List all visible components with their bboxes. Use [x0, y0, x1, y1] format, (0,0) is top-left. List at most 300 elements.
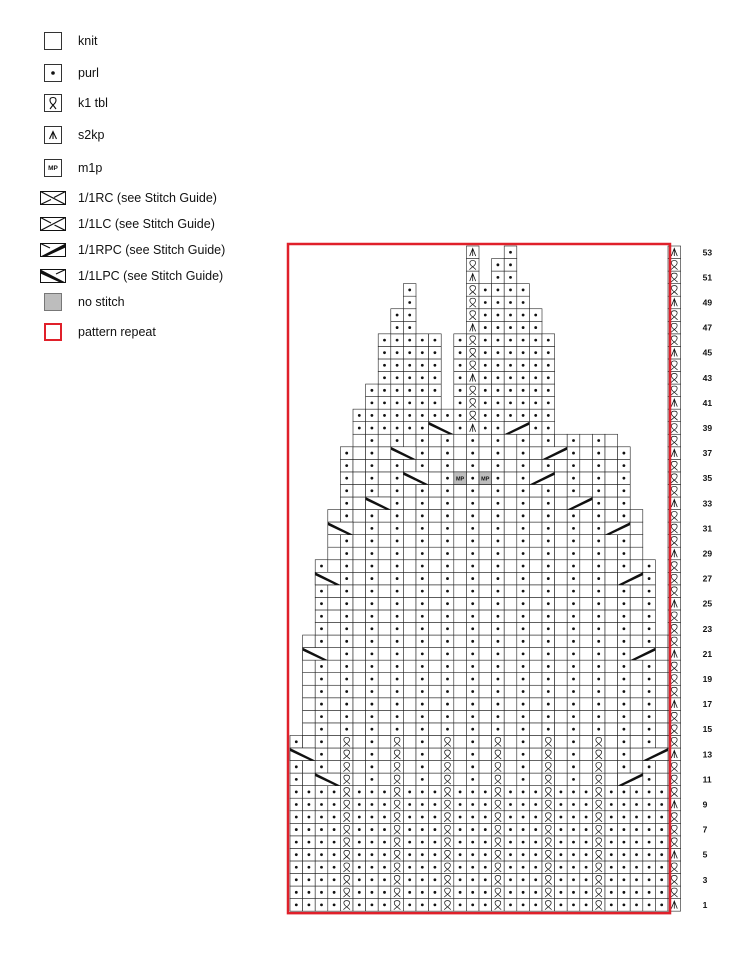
- chart-cell: [580, 673, 593, 686]
- purl-symbol: [371, 740, 374, 743]
- purl-symbol: [635, 903, 638, 906]
- chart-cell: [454, 660, 467, 673]
- chart-cell: [353, 761, 366, 774]
- purl-symbol: [459, 891, 462, 894]
- purl-symbol: [522, 866, 525, 869]
- purl-symbol: [471, 602, 474, 605]
- purl-symbol: [585, 816, 588, 819]
- purl-symbol: [421, 652, 424, 655]
- pattern-repeat-symbol-icon: [44, 323, 62, 341]
- chart-cell: [555, 597, 568, 610]
- purl-symbol: [396, 364, 399, 367]
- purl-symbol: [471, 590, 474, 593]
- row-number-label: 35: [702, 473, 713, 484]
- purl-symbol: [408, 414, 411, 417]
- purl-symbol: [522, 703, 525, 706]
- purl-symbol: [547, 351, 550, 354]
- purl-symbol: [371, 878, 374, 881]
- purl-symbol: [371, 565, 374, 568]
- chart-cell: [529, 547, 542, 560]
- purl-symbol: [547, 565, 550, 568]
- purl-symbol: [308, 803, 311, 806]
- legend-m1p: [40, 157, 102, 179]
- chart-cell: [529, 434, 542, 447]
- chart-cell: [403, 710, 416, 723]
- purl-symbol: [497, 627, 500, 630]
- purl-symbol: [497, 326, 500, 329]
- purl-symbol: [635, 841, 638, 844]
- purl-symbol: [597, 464, 600, 467]
- purl-symbol: [320, 627, 323, 630]
- purl-symbol: [610, 841, 613, 844]
- purl-symbol: [396, 715, 399, 718]
- row-number-label: 37: [702, 448, 713, 459]
- purl-symbol: [320, 828, 323, 831]
- purl-symbol: [522, 552, 525, 555]
- purl-symbol: [572, 841, 575, 844]
- purl-symbol: [484, 841, 487, 844]
- purl-symbol: [610, 903, 613, 906]
- purl-symbol: [446, 665, 449, 668]
- purl-symbol: [421, 665, 424, 668]
- purl-symbol: [509, 389, 512, 392]
- purl-symbol: [484, 351, 487, 354]
- chart-cell: [504, 748, 517, 761]
- chart-cell: [580, 648, 593, 661]
- purl-symbol: [446, 615, 449, 618]
- chart-cell: [454, 673, 467, 686]
- purl-symbol: [522, 841, 525, 844]
- legend-pattern-repeat: [40, 321, 156, 343]
- purl-symbol: [547, 627, 550, 630]
- purl-symbol: [408, 376, 411, 379]
- purl-symbol: [623, 678, 626, 681]
- chart-cell: [655, 635, 668, 648]
- chart-cell: [479, 723, 492, 736]
- purl-symbol: [320, 715, 323, 718]
- chart-cell: [630, 623, 643, 636]
- purl-symbol: [572, 891, 575, 894]
- chart-cell: [605, 773, 618, 786]
- purl-symbol: [497, 301, 500, 304]
- chart-cell: [479, 648, 492, 661]
- purl-symbol: [597, 715, 600, 718]
- purl-symbol: [383, 339, 386, 342]
- purl-symbol: [585, 866, 588, 869]
- purl-symbol: [295, 740, 298, 743]
- purl-symbol: [333, 891, 336, 894]
- chart-cell: [479, 560, 492, 573]
- purl-symbol: [572, 477, 575, 480]
- purl-symbol: [471, 540, 474, 543]
- purl-symbol: [295, 816, 298, 819]
- chart-cell: [429, 723, 442, 736]
- purl-symbol: [408, 364, 411, 367]
- purl-symbol: [421, 803, 424, 806]
- purl-symbol: [572, 452, 575, 455]
- purl-symbol: [484, 326, 487, 329]
- row-number-label: 9: [702, 799, 708, 810]
- purl-symbol: [560, 891, 563, 894]
- purl-symbol: [509, 314, 512, 317]
- purl-symbol: [471, 778, 474, 781]
- chart-cell: [479, 748, 492, 761]
- chart-cell: [605, 497, 618, 510]
- purl-symbol: [371, 753, 374, 756]
- chart-cell: [529, 560, 542, 573]
- chart-cell: [403, 698, 416, 711]
- chart-cell: [504, 673, 517, 686]
- purl-symbol: [648, 816, 651, 819]
- chart-cell: [504, 572, 517, 585]
- purl-symbol: [320, 765, 323, 768]
- chart-cell: [429, 484, 442, 497]
- purl-symbol: [497, 263, 500, 266]
- purl-symbol: [572, 590, 575, 593]
- purl-symbol: [333, 841, 336, 844]
- purl-symbol: [396, 439, 399, 442]
- chart-cell: [479, 434, 492, 447]
- purl-symbol: [471, 866, 474, 869]
- purl-symbol: [308, 791, 311, 794]
- chart-cell: [555, 572, 568, 585]
- chart-cell: [378, 484, 391, 497]
- purl-symbol: [320, 615, 323, 618]
- chart-cell: [605, 748, 618, 761]
- chart-cell: [605, 648, 618, 661]
- chart-cell: [403, 572, 416, 585]
- purl-symbol: [446, 703, 449, 706]
- chart-cell: [504, 447, 517, 460]
- purl-symbol: [295, 828, 298, 831]
- purl-symbol: [371, 728, 374, 731]
- chart-cell: [555, 434, 568, 447]
- chart-cell: [378, 585, 391, 598]
- chart-cell: [303, 660, 316, 673]
- purl-symbol: [408, 828, 411, 831]
- purl-symbol: [371, 678, 374, 681]
- purl-symbol: [534, 339, 537, 342]
- chart-cell: [429, 547, 442, 560]
- purl-symbol: [635, 891, 638, 894]
- purl-symbol: [471, 439, 474, 442]
- purl-symbol: [522, 652, 525, 655]
- purl-symbol: [547, 414, 550, 417]
- purl-symbol: [408, 891, 411, 894]
- purl-symbol: [408, 301, 411, 304]
- purl-symbol: [610, 816, 613, 819]
- purl-symbol: [522, 326, 525, 329]
- chart-cell: [454, 623, 467, 636]
- purl-symbol: [471, 715, 474, 718]
- chart-cell: [303, 673, 316, 686]
- purl-symbol: [396, 565, 399, 568]
- purl-symbol: [396, 314, 399, 317]
- purl-symbol: [371, 816, 374, 819]
- purl-symbol: [434, 816, 437, 819]
- row-number-label: 21: [702, 648, 713, 659]
- purl-symbol: [434, 414, 437, 417]
- purl-symbol: [509, 339, 512, 342]
- purl-symbol: [509, 351, 512, 354]
- chart-cell: [605, 535, 618, 548]
- chart-cell: [429, 735, 442, 748]
- purl-symbol: [434, 803, 437, 806]
- purl-symbol: [572, 853, 575, 856]
- purl-symbol: [623, 452, 626, 455]
- purl-symbol: [345, 690, 348, 693]
- m1p-symbol: MP: [455, 476, 465, 483]
- chart-cell: [378, 447, 391, 460]
- purl-symbol: [421, 903, 424, 906]
- purl-symbol: [547, 389, 550, 392]
- chart-cell: [353, 673, 366, 686]
- purl-symbol: [446, 540, 449, 543]
- legend-knit: [40, 30, 97, 52]
- chart-cell: [328, 585, 341, 598]
- purl-symbol: [648, 590, 651, 593]
- purl-symbol: [585, 903, 588, 906]
- purl-symbol: [509, 891, 512, 894]
- chart-cell: [504, 472, 517, 485]
- purl-symbol: [635, 866, 638, 869]
- purl-symbol: [446, 577, 449, 580]
- legend-label: purl: [78, 66, 99, 80]
- chart-cell: [580, 547, 593, 560]
- chart-cell: [630, 761, 643, 774]
- chart-cell: [504, 698, 517, 711]
- chart-cell: [328, 635, 341, 648]
- purl-symbol: [534, 903, 537, 906]
- purl-symbol: [572, 652, 575, 655]
- chart-cell: [504, 685, 517, 698]
- purl-symbol: [572, 903, 575, 906]
- purl-symbol: [497, 640, 500, 643]
- chart-cell: [328, 723, 341, 736]
- purl-symbol: [371, 527, 374, 530]
- chart-cell: [328, 660, 341, 673]
- legend-label: 1/1RPC (see Stitch Guide): [78, 243, 226, 257]
- purl-symbol: [484, 816, 487, 819]
- purl-symbol: [635, 828, 638, 831]
- purl-symbol: [396, 728, 399, 731]
- purl-symbol: [421, 514, 424, 517]
- chart-cell: [655, 710, 668, 723]
- purl-symbol: [471, 502, 474, 505]
- purl-symbol: [623, 477, 626, 480]
- purl-symbol: [446, 728, 449, 731]
- purl-symbol: [345, 489, 348, 492]
- chart-cell: [555, 723, 568, 736]
- purl-symbol: [358, 903, 361, 906]
- purl-symbol: [396, 703, 399, 706]
- purl-symbol: [371, 652, 374, 655]
- purl-symbol: [623, 703, 626, 706]
- chart-cell: [479, 484, 492, 497]
- rc-symbol-icon: [40, 187, 66, 209]
- purl-symbol: [572, 565, 575, 568]
- purl-symbol: [484, 903, 487, 906]
- purl-symbol: [623, 791, 626, 794]
- purl-symbol: [320, 803, 323, 806]
- purl-symbol: [446, 690, 449, 693]
- purl-symbol: [610, 866, 613, 869]
- purl-symbol: [497, 314, 500, 317]
- chart-cell: [529, 535, 542, 548]
- chart-cell: [454, 560, 467, 573]
- purl-symbol: [421, 427, 424, 430]
- purl-symbol: [345, 477, 348, 480]
- purl-symbol: [623, 665, 626, 668]
- purl-symbol: [547, 401, 550, 404]
- chart-cell: [479, 761, 492, 774]
- chart-cell: [655, 648, 668, 661]
- purl-symbol: [421, 452, 424, 455]
- chart-cell: [403, 723, 416, 736]
- chart-cell: [605, 710, 618, 723]
- chart-cell: [429, 447, 442, 460]
- purl-symbol: [572, 803, 575, 806]
- purl-symbol: [572, 703, 575, 706]
- purl-symbol: [358, 803, 361, 806]
- purl-symbol: [345, 640, 348, 643]
- purl-symbol: [345, 678, 348, 681]
- chart-cell: [605, 723, 618, 736]
- row-number-label: 3: [702, 874, 708, 885]
- purl-symbol: [522, 351, 525, 354]
- purl-symbol: [522, 640, 525, 643]
- chart-cell: [328, 685, 341, 698]
- chart-cell: [555, 497, 568, 510]
- purl-symbol: [534, 866, 537, 869]
- chart-cell: [504, 723, 517, 736]
- purl-symbol: [345, 502, 348, 505]
- chart-cell: [378, 535, 391, 548]
- purl-symbol: [345, 665, 348, 668]
- chart-cell: [555, 761, 568, 774]
- purl-symbol: [408, 314, 411, 317]
- purl-symbol: [459, 878, 462, 881]
- chart-cell: [378, 698, 391, 711]
- purl-symbol: [522, 289, 525, 292]
- chart-cell: [529, 710, 542, 723]
- purl-symbol: [534, 841, 537, 844]
- chart-cell: [529, 522, 542, 535]
- purl-symbol: [345, 577, 348, 580]
- purl-symbol: [320, 703, 323, 706]
- chart-cell: [630, 547, 643, 560]
- purl-symbol: [446, 414, 449, 417]
- purl-symbol: [333, 803, 336, 806]
- purl-symbol: [497, 289, 500, 292]
- purl-symbol: [421, 414, 424, 417]
- chart-cell: [529, 660, 542, 673]
- chart-cell: [479, 698, 492, 711]
- chart-cell: [353, 660, 366, 673]
- purl-symbol: [345, 627, 348, 630]
- row-number-label: 41: [702, 397, 713, 408]
- purl-symbol: [421, 753, 424, 756]
- purl-symbol: [648, 853, 651, 856]
- purl-symbol: [408, 427, 411, 430]
- purl-symbol: [446, 489, 449, 492]
- purl-symbol: [358, 891, 361, 894]
- purl-symbol: [471, 489, 474, 492]
- chart-cell: [529, 447, 542, 460]
- purl-symbol: [534, 791, 537, 794]
- purl-symbol: [648, 678, 651, 681]
- purl-symbol: [295, 878, 298, 881]
- chart-cell: [630, 660, 643, 673]
- purl-symbol: [534, 891, 537, 894]
- chart-cell: [454, 698, 467, 711]
- purl-symbol: [572, 878, 575, 881]
- purl-symbol: [522, 878, 525, 881]
- purl-symbol: [308, 866, 311, 869]
- purl-symbol: [421, 615, 424, 618]
- purl-symbol: [446, 627, 449, 630]
- chart-cell: [403, 497, 416, 510]
- chart-cell: [504, 459, 517, 472]
- purl-symbol: [585, 878, 588, 881]
- chart-cell: [504, 522, 517, 535]
- purl-symbol: [509, 401, 512, 404]
- chart-cell: [655, 660, 668, 673]
- purl-symbol: [371, 540, 374, 543]
- purl-symbol: [371, 853, 374, 856]
- chart-cell: [454, 648, 467, 661]
- purl-symbol: [320, 816, 323, 819]
- purl-symbol: [308, 828, 311, 831]
- chart-cell: [429, 660, 442, 673]
- chart-cell: [429, 748, 442, 761]
- purl-symbol: [509, 251, 512, 254]
- purl-symbol: [396, 690, 399, 693]
- chart-cell: [580, 710, 593, 723]
- chart-cell: [504, 610, 517, 623]
- purl-symbol: [408, 389, 411, 392]
- purl-symbol: [434, 828, 437, 831]
- purl-symbol: [547, 439, 550, 442]
- chart-cell: [353, 635, 366, 648]
- purl-symbol: [446, 502, 449, 505]
- purl-symbol: [345, 703, 348, 706]
- purl-symbol: [635, 816, 638, 819]
- chart-cell: [429, 685, 442, 698]
- legend-label: knit: [78, 34, 98, 48]
- row-number-label: 51: [702, 272, 713, 283]
- chart-cell: [555, 748, 568, 761]
- purl-symbol: [320, 640, 323, 643]
- purl-symbol: [648, 740, 651, 743]
- purl-symbol: [396, 326, 399, 329]
- purl-symbol: [421, 640, 424, 643]
- purl-symbol: [522, 376, 525, 379]
- row-number-label: 49: [702, 297, 713, 308]
- s2kp-symbol-icon: [44, 126, 62, 144]
- purl-symbol: [572, 615, 575, 618]
- purl-symbol: [522, 540, 525, 543]
- purl-symbol: [371, 414, 374, 417]
- purl-symbol: [635, 878, 638, 881]
- row-number-label: 15: [702, 724, 713, 735]
- purl-symbol: [371, 427, 374, 430]
- purl-symbol: [623, 841, 626, 844]
- purl-symbol: [358, 878, 361, 881]
- chart-cell: [529, 572, 542, 585]
- chart-cell: [605, 560, 618, 573]
- chart-cell: [454, 497, 467, 510]
